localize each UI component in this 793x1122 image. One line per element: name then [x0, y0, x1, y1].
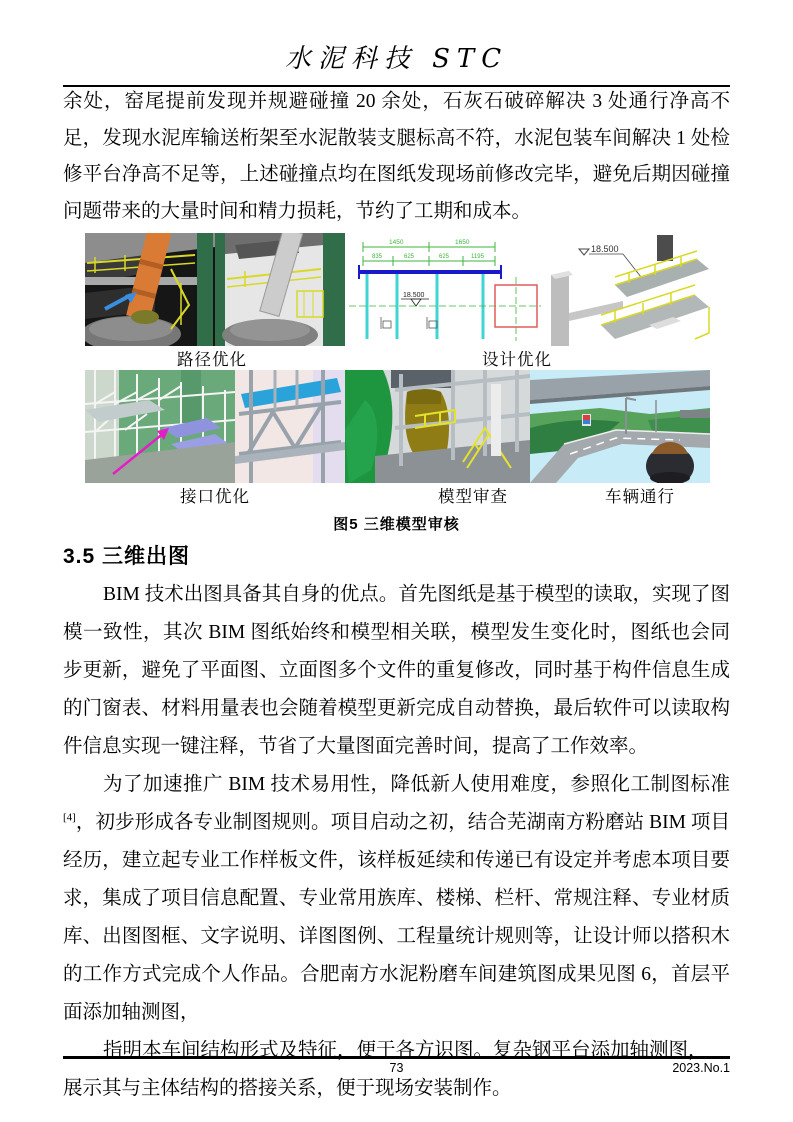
svg-text:18.500: 18.500 [403, 292, 425, 299]
svg-text:835: 835 [372, 254, 383, 260]
figure-row-1-captions [85, 346, 710, 370]
svg-text:18.500: 18.500 [591, 244, 619, 254]
svg-text:625: 625 [404, 254, 415, 260]
figure-image-model-review [345, 370, 530, 483]
paragraph-drawing-rules-text: 为了加速推广 BIM 技术易用性，降低新人使用难度，参照化工制图标准 [102, 774, 730, 795]
svg-text:1450: 1450 [389, 239, 404, 246]
section-title: 三维出图 [102, 545, 191, 568]
section-number: 3.5 [63, 545, 96, 568]
paragraph-axonometric-note: 指明本车间结构形式及特征，便于各方识图。复杂钢平台添加轴测图， [102, 1040, 708, 1061]
paragraph-bim-drawing-advantages: BIM 技术出图具备其自身的优点。首先图纸是基于模型的读取，实现了图模一致性，其次 BIM 图纸始终和模型相关联，模型发生变化时，图纸也会同步更新，避免了平面图、立面图多个文件的重复修改，同时基于构件信息生成的门窗表、材料用量表也会随着模型更新完成自动替换，最后软件可以读取构件信息实现一键注释，节省了大量图面完善时间，提高了工作效率。 [63, 584, 730, 757]
caption-interface-optimization: 接口优化 [180, 487, 250, 506]
caption-path-optimization: 路径优化 [177, 350, 247, 369]
figure-image-cad-drawing [345, 233, 545, 346]
paragraph-collision-summary: 余处，窑尾提前发现并规避碰撞 20 余处，石灰石破碎解决 3 处通行净高不足，发现水泥库输送桁架至水泥散装支腿标高不符，水泥包装车间解决 1 处检修平台净高不足等，上述碰撞点均在图纸发现场前修改完毕，避免后期因碰撞问题带来的大量时间和精力损耗，节约了工期和成本。 [63, 91, 730, 222]
caption-design-optimization: 设计优化 [482, 350, 552, 369]
footer-page-number: 73 [389, 1061, 404, 1075]
figure-image-vehicle-passage [530, 370, 710, 483]
paragraph-drawing-rules [63, 766, 730, 1032]
article-content [63, 84, 730, 1108]
figure-image-design-optimization-render [545, 233, 710, 346]
footer-issue-label: 2023.No.1 [672, 1061, 730, 1075]
svg-text:1650: 1650 [455, 239, 470, 246]
section-heading-3-5 [63, 540, 730, 570]
caption-vehicle-passage: 车辆通行 [605, 487, 675, 506]
figure-image-path-optimization [85, 233, 345, 346]
paragraph-drawing-rules-text-cont: ，初步形成各专业制图规则。项目启动之初，结合芜湖南方粉磨站 BIM 项目经历，建立起专业工作样板文件，该样板延续和传递已有设定并考虑本项目要求，集成了项目信息配置、专业常用族库、楼梯、栏杆、常规注释、专业材质库、出图图框、文字说明、详图图例、工程量统计规则等，让设计师以搭积木的工作方式完成个人作品。合肥南方水泥粉磨车间建筑图成果见图 6，首层平面添加轴测图， [63, 812, 730, 1023]
svg-text:1195: 1195 [471, 254, 484, 260]
reference-4-superscript: [4] [63, 811, 76, 824]
footer-rule [63, 1056, 730, 1059]
caption-model-review: 模型审查 [438, 487, 508, 506]
figure-row-2 [85, 370, 710, 483]
figure-5 [85, 233, 710, 534]
journal-header-title: 水泥科技 STC [284, 44, 509, 74]
figure-row-1 [85, 233, 710, 346]
svg-text:625: 625 [439, 254, 450, 260]
figure-row-2-captions [85, 483, 710, 507]
figure-image-interface-optimization [85, 370, 235, 483]
paragraph-steel-platform-note: 展示其与主体结构的搭接关系，便于现场安装制作。 [63, 1078, 512, 1099]
figure-5-title: 图5 三维模型审核 [333, 516, 460, 533]
figure-image-truss-bridge [235, 370, 345, 483]
